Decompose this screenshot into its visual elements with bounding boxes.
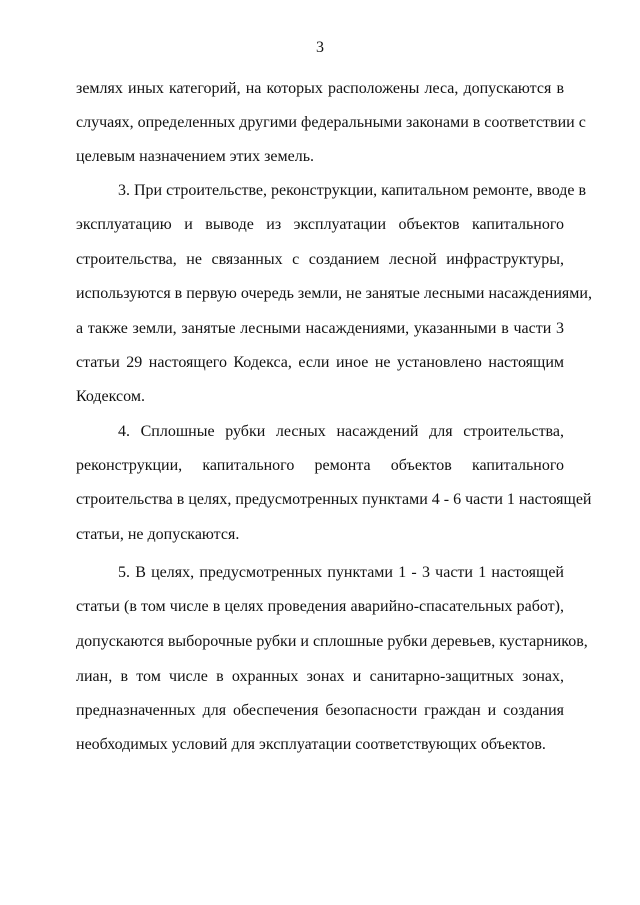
text-line: а также земли, занятые лесными насаждениями, указанными в части 3 [76, 320, 564, 337]
text-line: статьи, не допускаются. [76, 526, 240, 543]
text-line: лиан, в том числе в охранных зонах и санитарно-защитных зонах, [76, 668, 564, 685]
text-line: эксплуатацию и выводе из эксплуатации объектов капитального [76, 216, 564, 233]
paragraph-3-first-line: 3. При строительстве, реконструкции, капитальном ремонте, вводе в [118, 182, 587, 199]
text-line: случаях, определенных другими федеральными законами в соответствии с [76, 114, 586, 131]
text-line: Кодексом. [76, 388, 145, 405]
text-line: реконструкции, капитального ремонта объектов капитального [76, 457, 564, 474]
text-line: строительства в целях, предусмотренных пунктами 4 - 6 части 1 настоящей [76, 491, 592, 508]
text-line: целевым назначением этих земель. [76, 148, 315, 165]
text-line: предназначенных для обеспечения безопасности граждан и создания [76, 702, 564, 719]
paragraph-5-first-line: 5. В целях, предусмотренных пунктами 1 - 3 части 1 настоящей [118, 564, 564, 581]
text-line: используются в первую очередь земли, не занятые лесными насаждениями, [76, 285, 592, 302]
page-number: 3 [316, 39, 324, 56]
text-line: статьи (в том числе в целях проведения аварийно-спасательных работ), [76, 598, 564, 615]
text-line: строительства, не связанных с созданием лесной инфраструктуры, [76, 251, 564, 268]
text-line: необходимых условий для эксплуатации соответствующих объектов. [76, 736, 546, 753]
text-line: землях иных категорий, на которых расположены леса, допускаются в [76, 80, 564, 97]
text-line: допускаются выборочные рубки и сплошные рубки деревьев, кустарников, [76, 633, 588, 650]
text-line: статьи 29 настоящего Кодекса, если иное не установлено настоящим [76, 354, 564, 371]
paragraph-4-first-line: 4. Сплошные рубки лесных насаждений для строительства, [118, 423, 564, 440]
